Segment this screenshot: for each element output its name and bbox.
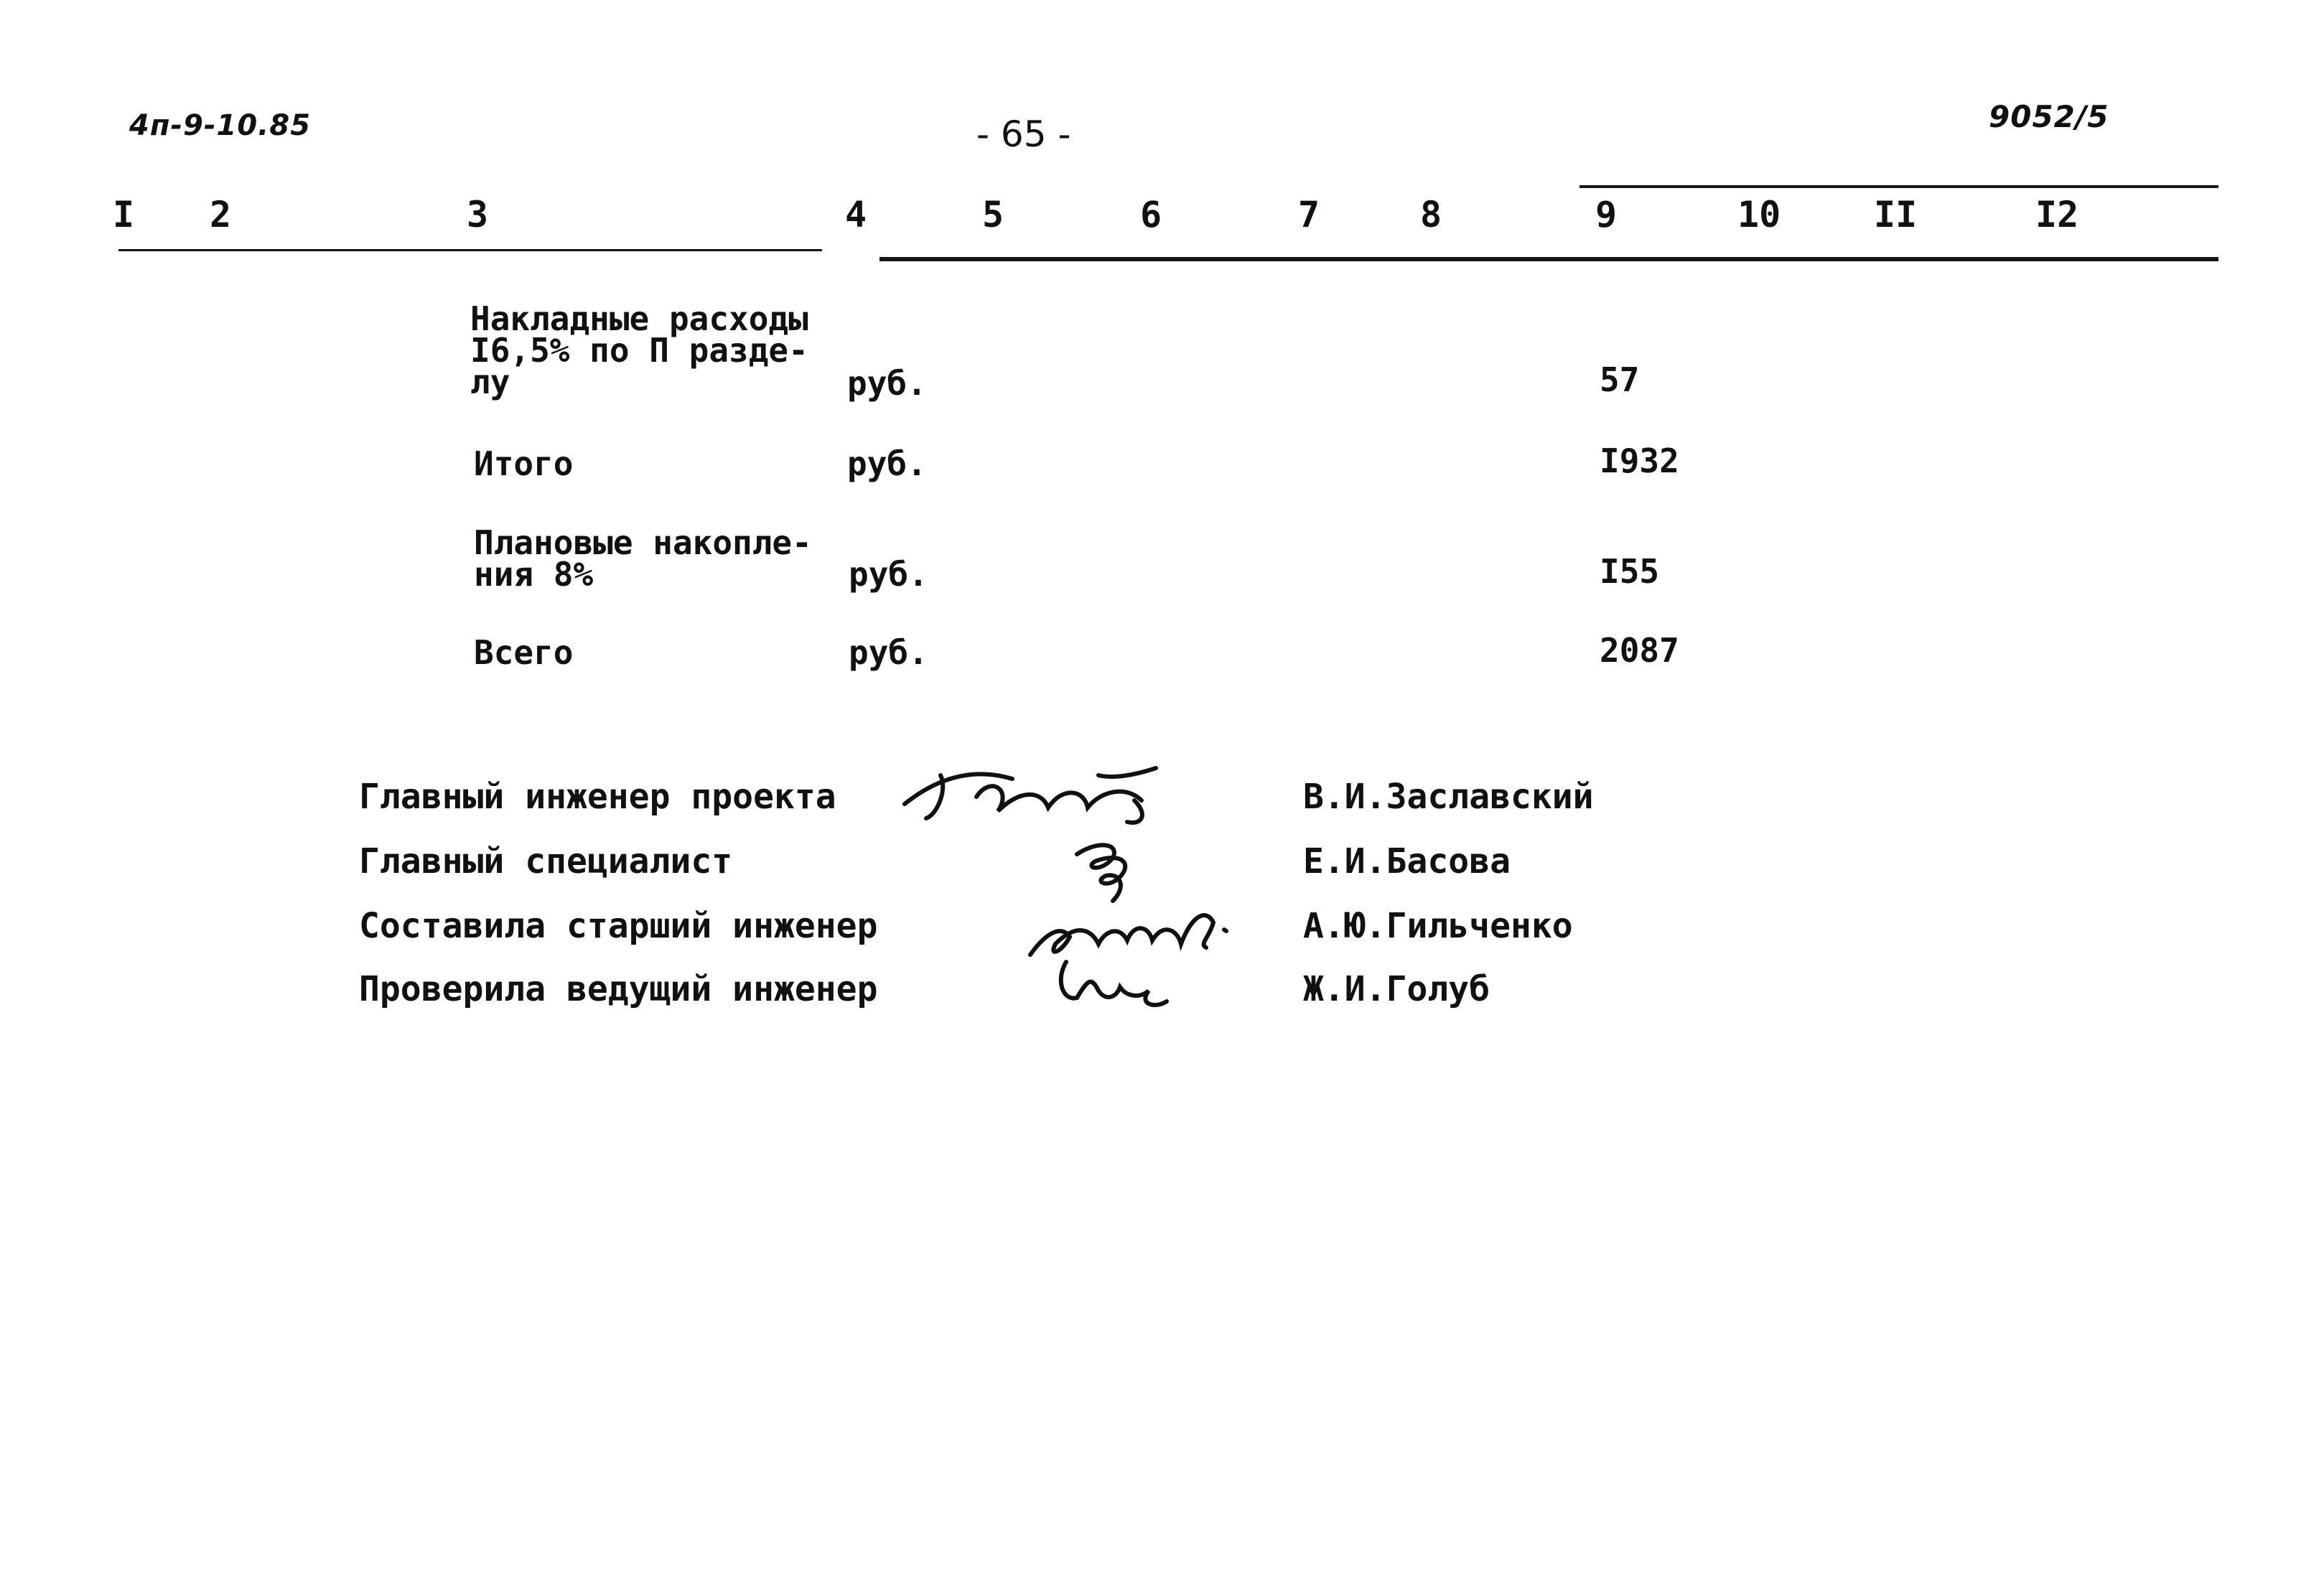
column-header-7: 7 bbox=[1298, 194, 1320, 235]
header-top-rule bbox=[1579, 185, 2218, 188]
signature-4 bbox=[1048, 948, 1177, 1019]
row-name-line: Итого bbox=[474, 444, 574, 483]
row-name-line: Всего bbox=[474, 633, 574, 672]
row-unit: руб. bbox=[849, 555, 928, 594]
column-header-3: 3 bbox=[467, 194, 489, 235]
signatory-name: А.Ю.Гильченко bbox=[1303, 906, 1573, 946]
row-unit: руб. bbox=[847, 364, 927, 403]
column-header-1: I bbox=[113, 194, 135, 235]
row-name-line: ния 8% bbox=[474, 555, 594, 594]
signatory-name: Ж.И.Голуб bbox=[1303, 969, 1490, 1009]
sheet-reference: 9052/5 bbox=[1989, 99, 2109, 134]
header-bottom-rule-left bbox=[118, 249, 822, 251]
signatory-name: В.И.Заславский bbox=[1303, 777, 1594, 817]
signatory-role: Главный специалист bbox=[359, 841, 733, 882]
signatory-name: Е.И.Басова bbox=[1303, 841, 1511, 882]
column-header-9: 9 bbox=[1595, 194, 1618, 235]
document-code: 4п-9-10.85 bbox=[129, 109, 312, 142]
header-bottom-rule-right bbox=[879, 257, 2218, 261]
row-value: 2087 bbox=[1600, 631, 1679, 670]
row-name-line: Накладные расходы bbox=[470, 299, 808, 338]
row-name-line: Плановые накопле- bbox=[474, 523, 812, 562]
column-header-12: I2 bbox=[2035, 194, 2079, 235]
column-header-8: 8 bbox=[1420, 194, 1442, 235]
column-header-2: 2 bbox=[210, 194, 232, 235]
signatory-role: Главный инженер проекта bbox=[359, 777, 836, 817]
column-header-4: 4 bbox=[845, 194, 867, 235]
row-value: I932 bbox=[1600, 441, 1679, 480]
row-name-line: лу bbox=[470, 363, 510, 401]
signature-1 bbox=[897, 747, 1185, 833]
row-value: I55 bbox=[1600, 552, 1660, 591]
signatory-role: Проверила ведущий инженер bbox=[359, 969, 878, 1009]
row-name-line: I6,5% по П разде- bbox=[470, 331, 808, 370]
column-header-11: II bbox=[1874, 194, 1918, 235]
column-header-5: 5 bbox=[982, 194, 1004, 235]
column-header-10: 10 bbox=[1737, 194, 1781, 235]
row-unit: руб. bbox=[849, 633, 928, 672]
column-header-6: 6 bbox=[1140, 194, 1162, 235]
page-number: - 65 - bbox=[976, 113, 1071, 155]
row-value: 57 bbox=[1600, 360, 1640, 399]
row-unit: руб. bbox=[847, 444, 927, 483]
signatory-role: Составила старший инженер bbox=[359, 906, 878, 946]
